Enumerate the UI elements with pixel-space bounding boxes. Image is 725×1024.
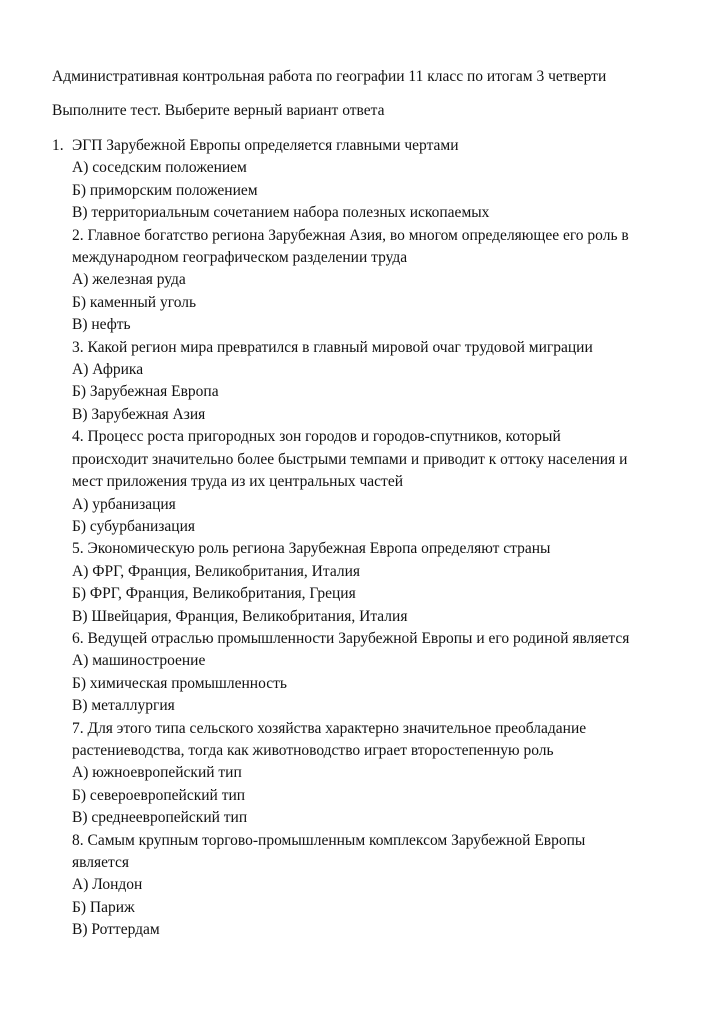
option-c: В) Зарубежная Азия [72,405,206,423]
option-a: А) Африка [72,361,144,379]
option-a: А) железная руда [72,271,186,289]
question-text: 5. Экономическую роль региона Зарубежная Европа определяют страны [72,540,551,558]
question-5 [52,538,695,628]
question-2 [52,225,695,337]
option-a: А) урбанизация [72,495,176,513]
option-b: Б) химическая промышленность [72,674,287,692]
option-b: Б) приморским положением [72,181,258,199]
option-b: Б) субурбанизация [72,517,196,535]
option-b: Б) Париж [72,898,135,916]
document-title: Административная контрольная работа по географии 11 класс по итогам 3 четверти [52,68,607,85]
option-a: А) Лондон [72,876,143,894]
question-text: 4. Процесс роста пригородных зон городов и городов-спутников, который происходит значительно более быстрыми темпами и приводит к оттоку населения и мест приложения труда из их центральных частей [72,428,628,491]
option-list [52,561,695,628]
option-list [52,157,695,224]
question-text: 3. Какой регион мира превратился в главный мировой очаг трудовой миграции [72,338,593,356]
question-number: 1. [52,137,64,154]
option-a: А) ФРГ, Франция, Великобритания, Италия [72,562,361,580]
option-a: А) южноевропейский тип [72,764,242,782]
question-text: 6. Ведущей отраслью промышленности Зарубежной Европы и его родиной является [72,629,630,647]
question-4 [52,426,695,538]
question-text: 8. Самым крупным торгово-промышленным комплексом Зарубежной Европы является [72,831,586,871]
question-body: ЭГП Зарубежной Европы определяется главными чертами [72,137,459,154]
question-1 [52,135,695,225]
option-c: В) Роттердам [72,921,160,939]
option-b: Б) Зарубежная Европа [72,383,219,401]
option-c: В) металлургия [72,697,175,715]
question-8 [52,830,695,942]
option-list [52,650,695,717]
instructions: Выполните тест. Выберите верный вариант ответа [52,102,385,119]
question-7 [52,718,695,830]
question-text: 7. Для этого типа сельского хозяйства характерно значительное преобладание растениеводства, тогда как животноводство играет второстепенную роль [72,719,587,759]
question-list [52,135,695,942]
option-b: Б) ФРГ, Франция, Великобритания, Греция [72,585,356,603]
option-c: В) нефть [72,316,131,334]
option-list [52,359,695,426]
option-list [52,874,695,941]
option-list [52,269,695,336]
option-list [52,494,695,539]
option-c: В) территориальным сочетанием набора полезных ископаемых [72,204,490,222]
question-text: 2. Главное богатство региона Зарубежная Азия, во многом определяющее его роль в международном географическом разделении труда [72,226,629,267]
question-3 [52,337,695,427]
option-b: Б) североевропейский тип [72,786,246,804]
option-c: В) среднеевропейский тип [72,809,248,827]
option-list [52,762,695,829]
option-b: Б) каменный уголь [72,293,197,311]
option-a: А) машиностроение [72,652,206,670]
option-a: А) соседским положением [72,159,247,177]
option-c: В) Швейцария, Франция, Великобритания, Италия [72,607,408,625]
question-6 [52,628,695,718]
question-text [52,135,695,157]
